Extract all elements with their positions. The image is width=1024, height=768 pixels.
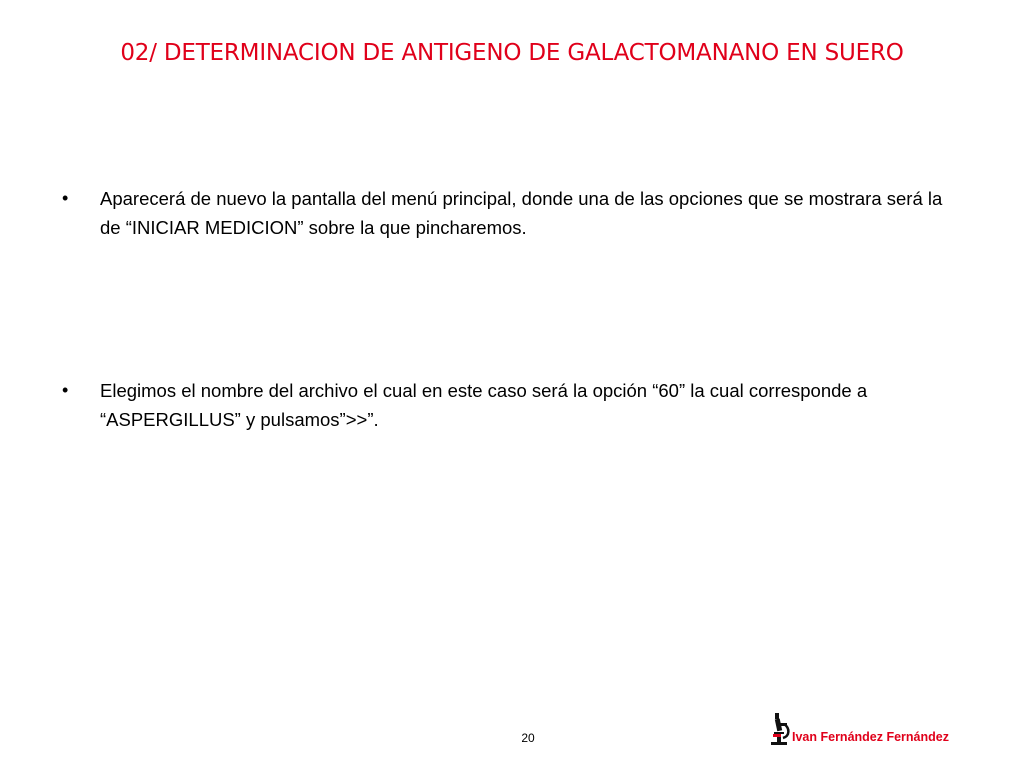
bullet-mark: • — [62, 380, 69, 400]
author-name: Ivan Fernández Fernández — [792, 730, 949, 744]
bullet-mark: • — [62, 188, 69, 208]
bullet-item — [62, 376, 962, 434]
slide-number: 20 — [521, 731, 535, 745]
bullet-text: Elegimos el nombre del archivo el cual en este caso será la opción “60” la cual corresponde a “ASPERGILLUS” y pulsamos”>>”. — [100, 380, 868, 430]
microscope-icon — [768, 712, 792, 746]
slide-title: 02/ DETERMINACION DE ANTIGENO DE GALACTOMANANO EN SUERO — [120, 40, 904, 66]
bullet-text: Aparecerá de nuevo la pantalla del menú principal, donde una de las opciones que se mostrara será la de “INICIAR MEDICION” sobre la que pincharemos. — [100, 188, 943, 238]
bullet-item — [62, 184, 962, 242]
